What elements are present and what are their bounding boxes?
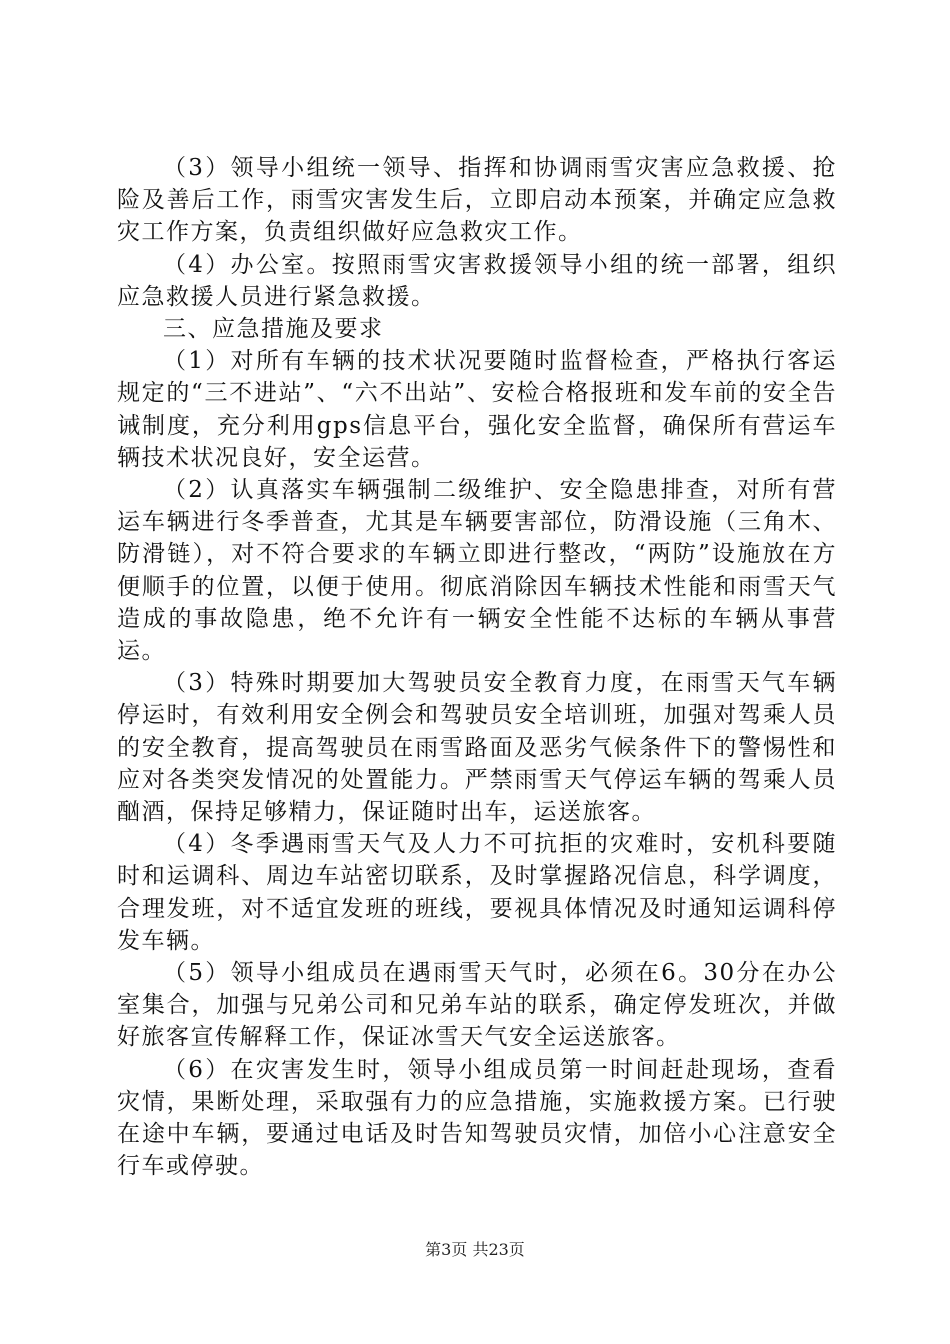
paragraph-measure-2: （2）认真落实车辆强制二级维护、安全隐患排查，对所有营运车辆进行冬季普查，尤其是车辆要害部位，防滑设施（三角木、防滑链），对不符合要求的车辆立即进行整改，“两防”设施放在方便顺手的位置，以便于使用。彻底消除因车辆技术性能和雨雪天气造成的事故隐患，绝不允许有一辆安全性能不达标的车辆从事营运。 <box>117 477 837 665</box>
paragraph-measure-3: （3）特殊时期要加大驾驶员安全教育力度，在雨雪天气车辆停运时，有效利用安全例会和驾驶员安全培训班，加强对驾乘人员的安全教育，提高驾驶员在雨雪路面及恶劣气候条件下的警惕性和应对各类突发情况的处置能力。严禁雨雪天气停运车辆的驾乘人员酗酒，保持足够精力，保证随时出车，运送旅客。 <box>117 670 837 826</box>
paragraph-measure-4: （4）冬季遇雨雪天气及人力不可抗拒的灾难时，安机科要随时和运调科、周边车站密切联系，及时掌握路况信息，科学调度，合理发班，对不适宜发班的班线，要视具体情况及时通知运调科停发车辆。 <box>117 831 837 954</box>
document-body <box>117 152 837 1183</box>
paragraph-measure-6: （6）在灾害发生时，领导小组成员第一时间赶赴现场，查看灾情，果断处理，采取强有力的应急措施，实施救援方案。已行驶在途中车辆，要通过电话及时告知驾驶员灾情，加倍小心注意安全行车或停驶。 <box>117 1056 837 1180</box>
paragraph-office-duties: （4）办公室。按照雨雪灾害救援领导小组的统一部署，组织应急救援人员进行紧急救援。 <box>117 251 837 310</box>
section-heading-emergency-measures: 三、应急措施及要求 <box>163 316 384 343</box>
paragraph-measure-1: （1）对所有车辆的技术状况要随时监督检查，严格执行客运规定的“三不进站”、“六不出站”、安检合格报班和发车前的安全告诫制度，充分利用gps信息平台，强化安全监督，确保所有营运车辆技术状况良好，安全运营。 <box>117 348 837 471</box>
page-footer: 第3页 共23页 <box>425 1240 525 1259</box>
paragraph-measure-5: （5）领导小组成员在遇雨雪天气时，必须在6。30分在办公室集合，加强与兄弟公司和兄弟车站的联系，确定停发班次，并做好旅客宣传解释工作，保证冰雪天气安全运送旅客。 <box>117 960 837 1051</box>
paragraph-leader-group-duties: （3）领导小组统一领导、指挥和协调雨雪灾害应急救援、抢险及善后工作，雨雪灾害发生后，立即启动本预案，并确定应急救灾工作方案，负责组织做好应急救灾工作。 <box>117 155 837 246</box>
